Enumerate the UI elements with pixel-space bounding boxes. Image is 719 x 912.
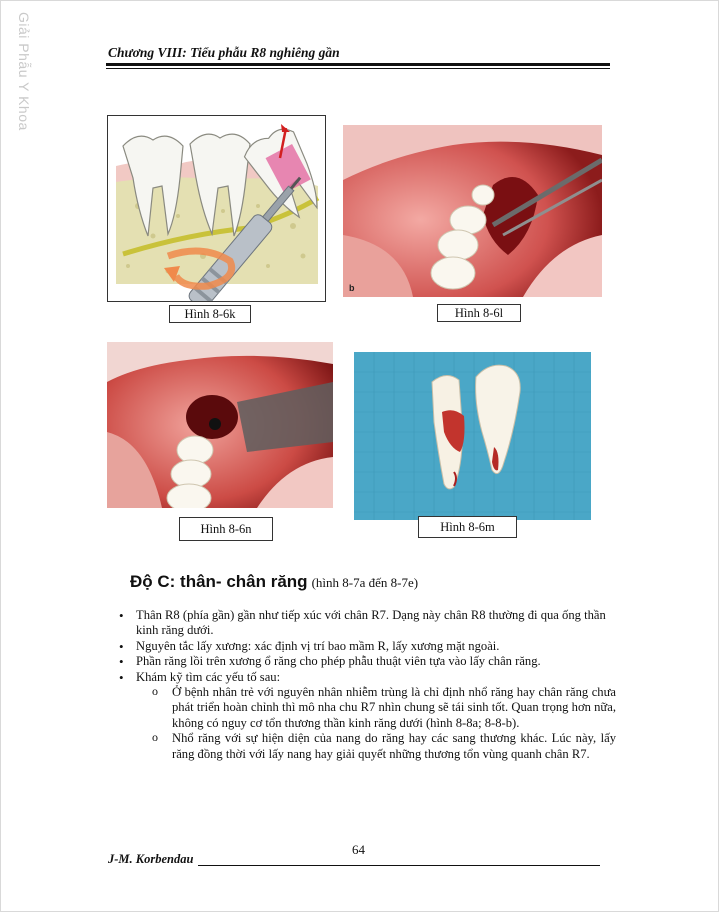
section-heading <box>130 572 418 592</box>
chapter-header: Chương VIII: Tiểu phẫu R8 nghiêng gần <box>108 45 340 60</box>
sub-bullet-list <box>136 685 616 762</box>
bullet-item: • Nguyên tắc lấy xương: xác định vị trí bao mầm R, lấy xương mặt ngoài. <box>136 639 616 654</box>
tooth-sectioning-illustration <box>108 116 325 301</box>
section-title: Độ C: thân- chân răng <box>130 572 308 591</box>
bullet-list <box>112 608 616 762</box>
page-number: 64 <box>352 842 365 857</box>
bullet-item: • Phần răng lồi trên xương ổ răng cho phép phẫu thuật viên tựa vào lấy chân răng. <box>136 654 616 669</box>
caption-8-6n: Hình 8-6n <box>179 517 273 541</box>
sub-bullet-item: o Nhổ răng với sự hiện diện của nang do răng hay các sang thương khác. Lúc này, lấy răng đồng thời với lấy nang hay giải quyết những thương tổn vùng quanh chân R7. <box>172 731 616 762</box>
watermark-text: Giải Phẫu Y Khoa <box>16 12 32 131</box>
figure-8-6n <box>107 342 333 508</box>
bullet-item <box>136 670 616 762</box>
header-rule-thick <box>106 63 610 66</box>
bullet-item: • Thân R8 (phía gần) gần như tiếp xúc với chân R7. Dạng này chân R8 thường đi qua ống thần kinh răng dưới. <box>136 608 616 639</box>
footer-author: J-M. Korbendau <box>108 852 194 866</box>
footer-rule <box>198 865 600 866</box>
surgical-photo-retractor <box>343 125 602 297</box>
body-content <box>112 608 616 762</box>
section-figure-ref: (hình 8-7a đến 8-7e) <box>311 575 419 590</box>
caption-8-6l: Hình 8-6l <box>437 304 521 322</box>
figure-8-6m <box>354 352 591 520</box>
panel-letter: b <box>349 283 355 293</box>
caption-8-6k: Hình 8-6k <box>169 305 251 323</box>
surgical-photo-socket <box>107 342 333 508</box>
extracted-tooth-photo <box>354 352 591 520</box>
sub-bullet-item: o Ở bệnh nhân trẻ với nguyên nhân nhiễm trùng là chỉ định nhổ răng hay chân răng chưa phát triển hoàn chỉnh thì mô nha chu R7 nhìn chung sẽ tái sinh tốt. Quan trọng hơn nữa, không có nguy cơ tổn thương thần kinh răng dưới (hình 8-8a; 8-8-b). <box>172 685 616 731</box>
caption-8-6m: Hình 8-6m <box>418 516 517 538</box>
bullet-text: Khám kỹ tìm các yếu tố sau: <box>136 669 281 684</box>
figure-8-6k <box>107 115 326 302</box>
figure-8-6l <box>343 125 602 297</box>
header-rule-thin <box>106 68 610 69</box>
side-watermark <box>8 10 34 131</box>
